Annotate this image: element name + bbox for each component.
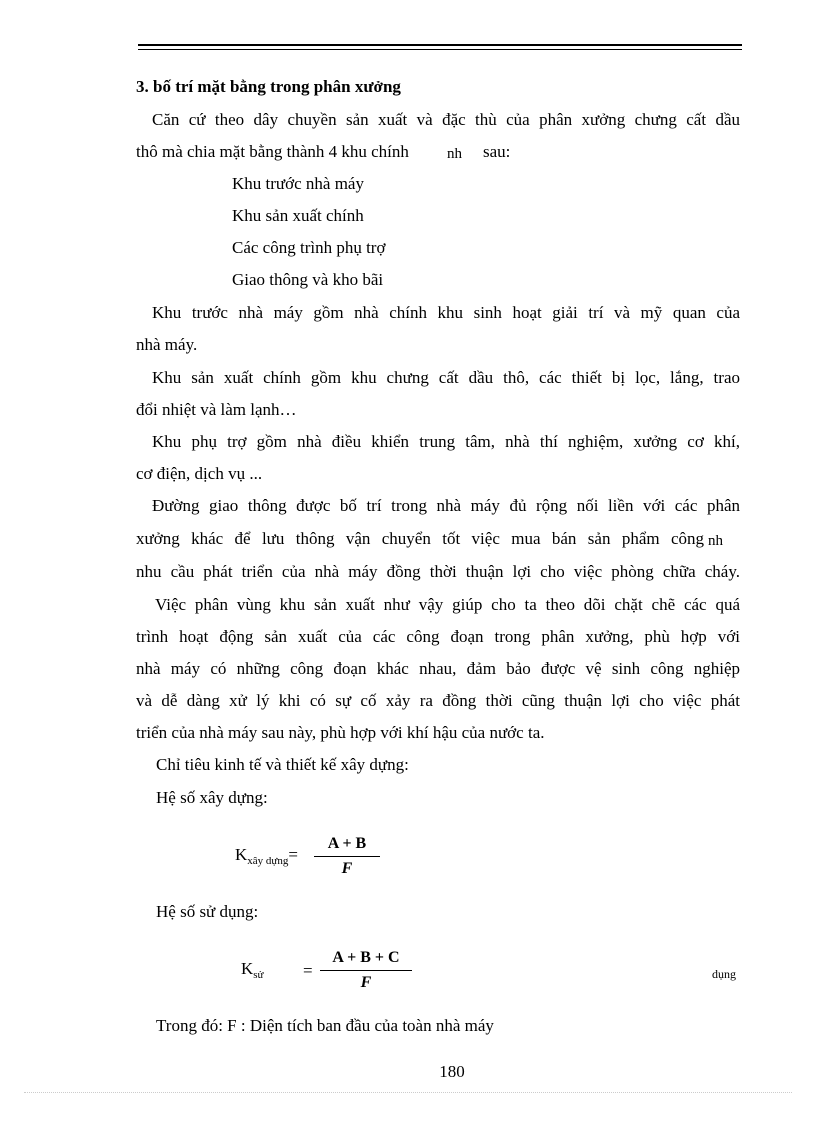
formula-2-label (241, 959, 264, 981)
formula-2-fraction-bar (320, 970, 412, 971)
formula-2-fraction (320, 948, 412, 993)
formula-2-subscript: sử (253, 969, 264, 981)
paragraph-4-line-3: nhu cầu phát triển của nhà máy đồng thời thuận lợi cho việc phòng chữa cháy. (136, 562, 740, 581)
header-rule-top (138, 44, 742, 46)
intro-line-2-fragment: nh (447, 146, 462, 162)
list-item: Giao thông và kho bãi (232, 270, 384, 289)
paragraph-2-line-2: đổi nhiệt và làm lạnh… (136, 400, 297, 419)
formula-1-numerator: A + B (327, 835, 367, 852)
paragraph-1-line-2: nhà máy. (136, 335, 198, 354)
paragraph-3-line-2: cơ điện, dịch vụ ... (136, 464, 263, 483)
formula-2-equals: = (303, 961, 313, 980)
paragraph-8: Hệ số sử dụng: (156, 902, 259, 921)
paragraph-7: Hệ số xây dựng: (156, 788, 268, 807)
paragraph-1-line-1: Khu trước nhà máy gồm nhà chính khu sinh hoạt giải trí và mỹ quan của (152, 303, 740, 322)
formula-1-denominator: F (341, 860, 353, 877)
formula-2-side-note: dụng (712, 967, 736, 981)
paragraph-5-line-1: Việc phân vùng khu sản xuất như vậy giúp cho ta theo dõi chặt chẽ các quá (155, 595, 740, 614)
page-number: 180 (439, 1062, 465, 1081)
paragraph-5-line-5: triển của nhà máy sau này, phù hợp với khí hậu của nước ta. (136, 723, 545, 742)
paragraph-5-line-3: nhà máy có những công đoạn khác nhau, đảm bảo được vệ sinh công nghiệp (136, 659, 740, 678)
paragraph-4-line-2: xưởng khác để lưu thông vận chuyển tốt việc mua bán sản phẩm công (136, 529, 704, 548)
intro-line-2: thô mà chia mặt bằng thành 4 khu chính (136, 142, 409, 161)
header-rule-bottom (138, 49, 742, 50)
formula-1-equals: = (288, 845, 298, 864)
formula-1-fraction (314, 834, 380, 879)
formula-2-k: K (241, 959, 254, 978)
intro-line-2-end: sau: (483, 142, 511, 161)
paragraph-3-line-1: Khu phụ trợ gồm nhà điều khiển trung tâm, nhà thí nghiệm, xưởng cơ khí, (152, 432, 740, 451)
paragraph-4-line-1: Đường giao thông được bố trí trong nhà máy đủ rộng nối liền với các phân (152, 496, 740, 515)
page-bottom-border (24, 1092, 792, 1093)
paragraph-4-line-2-fragment: nh (708, 533, 723, 549)
paragraph-5-line-4: và dễ dàng xử lý khi có sự cố xảy ra đồng thời cũng thuận lợi cho việc phát (136, 691, 740, 710)
list-item: Khu trước nhà máy (232, 174, 364, 193)
formula-2-numerator: A + B + C (332, 949, 400, 966)
formula-1-fraction-bar (314, 856, 380, 857)
formula-2-denominator: F (360, 974, 372, 991)
list-item: Các công trình phụ trợ (232, 238, 386, 257)
list-item: Khu sản xuất chính (232, 206, 364, 225)
formula-1-subscript: xây dựng (247, 855, 289, 867)
intro-line-1: Căn cứ theo dây chuyền sản xuất và đặc thù của phân xưởng chưng cất dầu (152, 110, 740, 129)
formula-1-label (235, 845, 298, 867)
paragraph-2-line-1: Khu sản xuất chính gồm khu chưng cất dầu thô, các thiết bị lọc, lắng, trao (152, 368, 740, 387)
paragraph-9: Trong đó: F : Diện tích ban đầu của toàn nhà máy (156, 1016, 494, 1035)
section-heading: 3. bố trí mặt bằng trong phân xưởng (136, 77, 401, 96)
formula-1-k: K (235, 845, 248, 864)
paragraph-6: Chỉ tiêu kinh tế và thiết kế xây dựng: (156, 755, 409, 774)
paragraph-5-line-2: trình hoạt động sản xuất của các công đoạn trong phân xưởng, phù hợp với (136, 627, 740, 646)
